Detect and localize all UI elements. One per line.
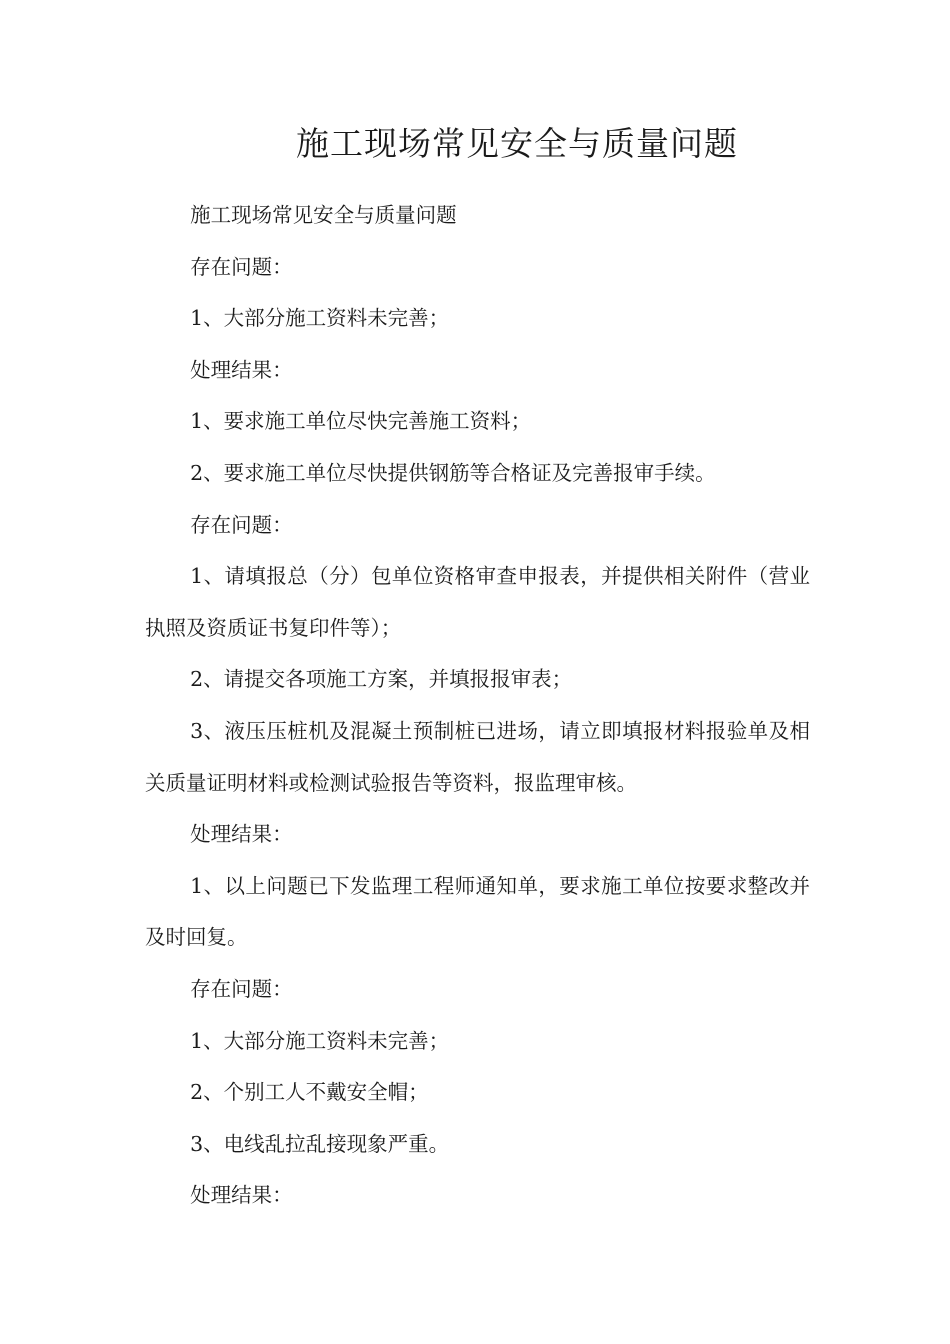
- paragraph: 2、个别工人不戴安全帽；: [190, 1080, 429, 1105]
- section-heading-results: 处理结果：: [190, 357, 293, 382]
- paragraph: 3、液压压桩机及混凝土预制桩已进场，请立即填报材料报验单及相关质量证明材料或检测试验报告等资料，报监理审核。: [145, 718, 810, 795]
- section-heading-results: 处理结果：: [190, 822, 293, 847]
- paragraph: 2、请提交各项施工方案，并填报报审表；: [190, 667, 573, 692]
- paragraph: 施工现场常见安全与质量问题: [190, 203, 457, 227]
- paragraph: 1、大部分施工资料未完善；: [190, 306, 450, 331]
- paragraph: 2、要求施工单位尽快提供钢筋等合格证及完善报审手续。: [190, 460, 716, 485]
- document-title: 施工现场常见安全与质量问题: [296, 124, 738, 163]
- document-body: [145, 190, 810, 1222]
- paragraph: 1、请填报总（分）包单位资格审查申报表，并提供相关附件（营业执照及资质证书复印件等）；: [145, 564, 810, 640]
- paragraph: 3、电线乱拉乱接现象严重。: [190, 1131, 450, 1156]
- section-heading-issues: 存在问题：: [190, 254, 293, 279]
- paragraph: 1、大部分施工资料未完善；: [190, 1028, 450, 1053]
- section-heading-issues: 存在问题：: [190, 976, 293, 1001]
- section-heading-results: 处理结果：: [190, 1183, 293, 1208]
- paragraph: 1、要求施工单位尽快完善施工资料；: [190, 409, 532, 434]
- section-heading-issues: 存在问题：: [190, 512, 293, 537]
- paragraph: 1、以上问题已下发监理工程师通知单，要求施工单位按要求整改并及时回复。: [145, 873, 810, 950]
